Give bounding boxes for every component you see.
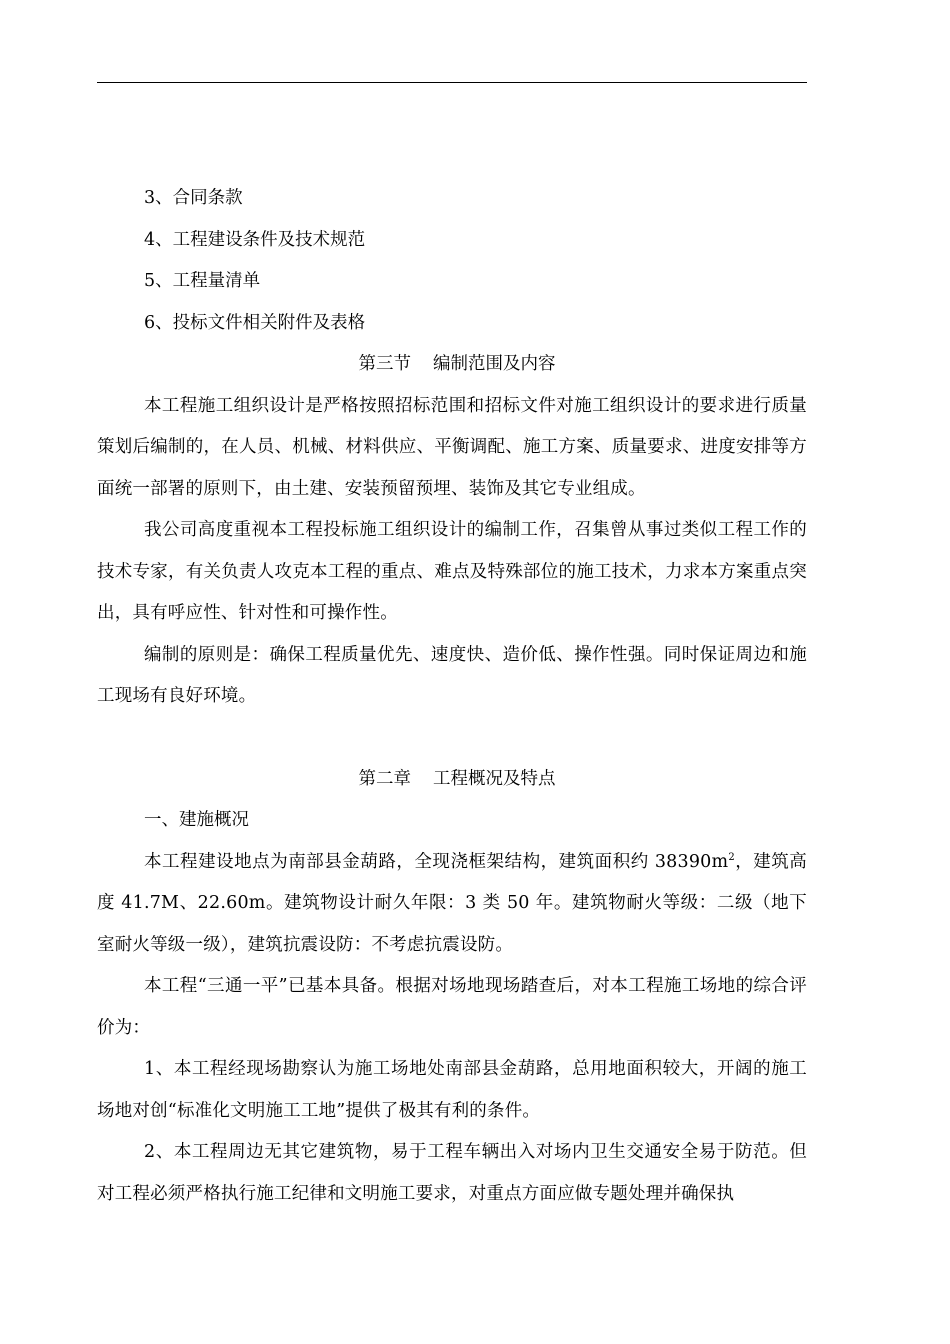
- list-item: 3、合同条款: [144, 188, 243, 208]
- list-item: 5、工程量清单: [144, 271, 261, 291]
- list-item: 4、工程建设条件及技术规范: [144, 229, 366, 250]
- paragraph: 编制的原则是：确保工程质量优先、速度快、造价低、操作性强。同时保证周边和施工现场有良好环境。: [97, 644, 807, 706]
- section-heading: [97, 344, 807, 386]
- chapter-number: 第二章: [358, 768, 411, 789]
- section-title: 编制范围及内容: [433, 354, 556, 374]
- paragraph: 2、本工程周边无其它建筑物，易于工程车辆出入对场内卫生交通安全易于防范。但对工程必须严格执行施工纪律和文明施工要求，对重点方面应做专题处理并确保执: [97, 1142, 807, 1204]
- chapter-heading: [97, 759, 807, 801]
- header-rule: [97, 82, 807, 83]
- paragraph: 本工程施工组织设计是严格按照招标范围和招标文件对施工组织设计的要求进行质量策划后编制的，在人员、机械、材料供应、平衡调配、施工方案、质量要求、进度安排等方面统一部署的原则下，由土建、安装预留预埋、装饰及其它专业组成。: [97, 395, 807, 499]
- subheading: 一、建施概况: [144, 810, 249, 830]
- superscript: 2: [728, 851, 735, 863]
- list-item: 6、投标文件相关附件及表格: [144, 312, 366, 333]
- chapter-title: 工程概况及特点: [433, 768, 556, 789]
- paragraph: 1、本工程经现场勘察认为施工场地处南部县金葫路，总用地面积较大，开阔的施工场地对创“标准化文明施工工地”提供了极其有利的条件。: [97, 1059, 807, 1121]
- spacer: [97, 718, 807, 759]
- paragraph: 本工程“三通一平”已基本具备。根据对场地现场踏查后，对本工程施工场地的综合评价为：: [97, 976, 807, 1038]
- paragraph: 我公司高度重视本工程投标施工组织设计的编制工作，召集曾从事过类似工程工作的技术专家，有关负责人攻克本工程的重点、难点及特殊部位的施工技术，力求本方案重点突出，具有呼应性、针对性和可操作性。: [97, 520, 807, 623]
- document-body: [97, 178, 807, 1215]
- section-number: 第三节: [358, 354, 411, 374]
- overview-text: ，建筑高度 41.7M、22.60m。建筑物设计耐久年限：3 类 50 年。建筑物耐火等级：二级（地下室耐火等级一级），建筑抗震设防：不考虑抗震设防。: [97, 851, 807, 955]
- paragraph: [97, 842, 807, 967]
- overview-text: 本工程建设地点为南部县金葫路，全现浇框架结构，建筑面积约 38390m: [144, 851, 729, 872]
